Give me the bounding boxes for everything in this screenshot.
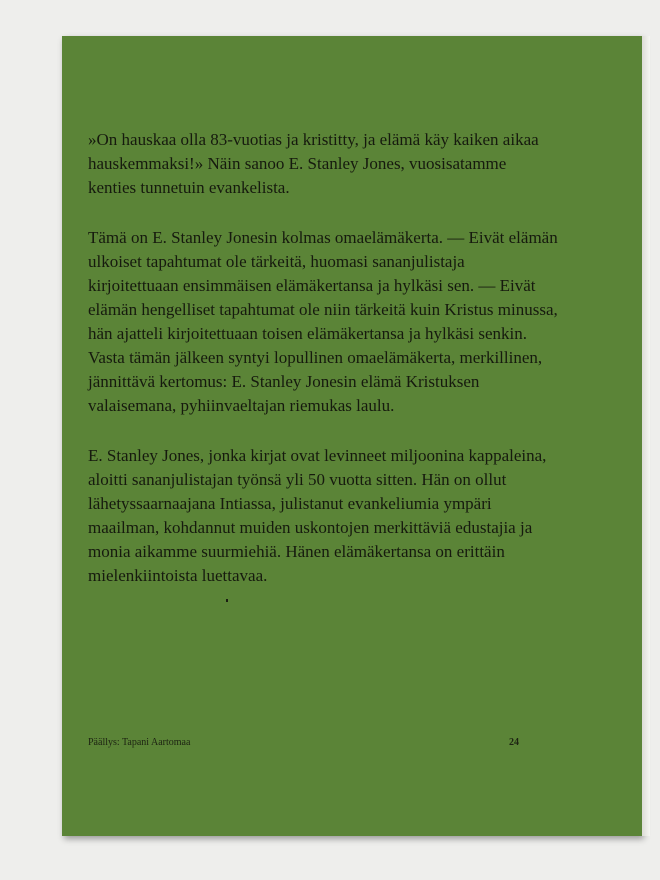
cover-credit: Päällys: Tapani Aartomaa [88, 737, 191, 748]
book-back-cover [62, 36, 642, 836]
print-speck [226, 599, 228, 602]
blurb-paragraph-3: E. Stanley Jones, jonka kirjat ovat levinneet miljoonina kappaleina, aloitti sananjulistajan työnsä yli 50 vuotta sitten. Hän on ollut lähetyssaarnaajana Intiassa, julistanut evankeliumia ympäri maailman, kohdannut muiden uskontojen merkittäviä edustajia ja monia aikamme suurmiehiä. Hänen elämäkertansa on erittäin mielenkiintoista luettavaa. [88, 446, 547, 585]
blurb-paragraph-2: Tämä on E. Stanley Jonesin kolmas omaelämäkerta. — Eivät elämän ulkoiset tapahtumat ole tärkeitä, huomasi sananjulistaja kirjoitettuaan ensimmäisen elämäkertansa ja hylkäsi sen. — Eivät elämän hengelliset tapahtumat ole niin tärkeitä kuin Kristus minussa, hän ajatteli kirjoitettuaan toisen elämäkertansa ja hylkäsi senkin. Vasta tämän jälkeen syntyi lopullinen omaelämäkerta, merkillinen, jännittävä kertomus: E. Stanley Jonesin elämä Kristuksen valaisemana, pyhiinvaeltajan riemukas laulu. [88, 228, 558, 415]
price-code: 24 [509, 737, 519, 748]
blurb-paragraph-1: »On hauskaa olla 83-vuotias ja kristitty, ja elämä käy kaiken aikaa hauskemmaksi!» Näin sanoo E. Stanley Jones, vuosisatamme kenties tunnetuin evankelista. [88, 130, 539, 197]
blurb-text [88, 128, 558, 614]
